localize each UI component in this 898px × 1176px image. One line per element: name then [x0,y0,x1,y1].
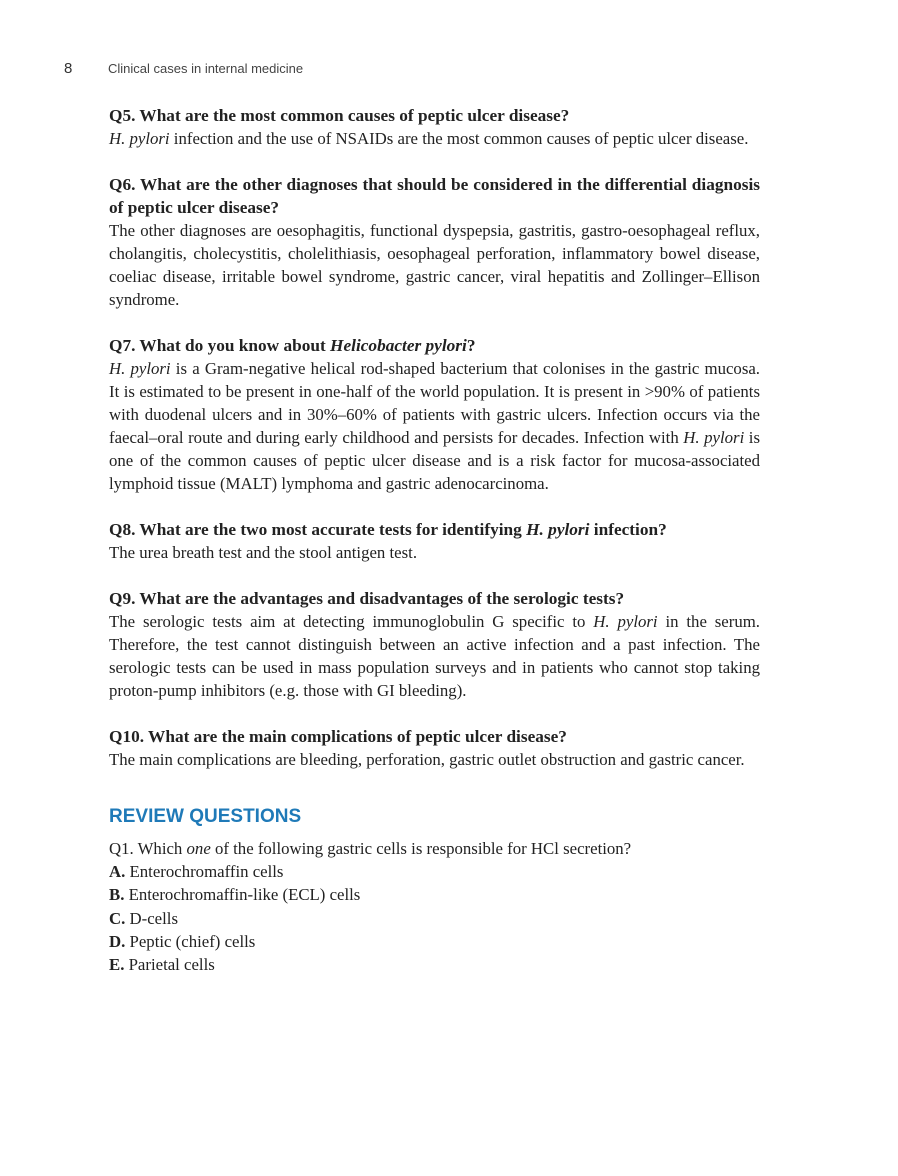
page-header [64,60,303,77]
option-e: E. Parietal cells [109,955,215,975]
option-c: C. D-cells [109,908,178,928]
option-d: D. Peptic (chief) cells [109,931,256,951]
answer-text: H. pylori infection and the use of NSAIDs are the most common causes of peptic ulcer disease. [109,129,749,148]
main-content [109,104,760,976]
question-text: Q10. What are the main complications of peptic ulcer disease? [109,727,567,746]
review-questions-heading: REVIEW QUESTIONS [109,806,302,827]
running-title: Clinical cases in internal medicine [108,61,304,76]
qa-item-q5 [109,104,760,150]
qa-item-q9 [109,587,760,702]
qa-item-q8 [109,518,760,564]
question-text: Q6. What are the other diagnoses that should be considered in the differential diagnosis of peptic ulcer disease? [109,175,760,217]
answer-italic: H. pylori [109,129,170,148]
qa-item-q6 [109,173,760,311]
answer-text: The urea breath test and the stool antigen test. [109,543,418,562]
answer-text: H. pylori is a Gram-negative helical rod-shaped bacterium that colonises in the gastric mucosa. It is estimated to be present in one-half of the world population. It is present in >90% of patients with duodenal ulcers and in 30%–60% of patients with gastric ulcers. Infection occurs via the faecal–oral route and during early childhood and persists for decades. Infection with H. pylori is one of the common causes of peptic ulcer disease and is a risk factor for mucosa-associated lymphoid tissue (MALT) lymphoma and gastric adenocarcinoma. [109,359,761,493]
option-a: A. Enterochromaffin cells [109,862,284,881]
answer-text: The main complications are bleeding, perforation, gastric outlet obstruction and gastric cancer. [109,750,745,769]
question-text: Q7. What do you know about Helicobacter pylori? [109,336,476,355]
option-b: B. Enterochromaffin-like (ECL) cells [109,885,361,905]
answer-text: The serologic tests aim at detecting immunoglobulin G specific to H. pylori in the serum. Therefore, the test cannot distinguish between an active infection and a past infection. The serologic tests can be used in mass population surveys and in patients who cannot stop taking proton-pump inhibitors (e.g. those with GI bleeding). [109,612,760,700]
qa-item-q10 [109,725,760,771]
page-number: 8 [64,60,73,77]
qa-item-q7 [109,334,760,495]
question-text: Q9. What are the advantages and disadvantages of the serologic tests? [109,589,625,608]
question-text: Q5. What are the most common causes of peptic ulcer disease? [109,106,570,125]
answer-text: The other diagnoses are oesophagitis, functional dyspepsia, gastritis, gastro-oesophageal reflux, cholangitis, cholecystitis, cholelithiasis, oesophageal perforation, inflammatory bowel disease, coeliac disease, irritable bowel syndrome, gastric cancer, viral hepatitis and Zollinger–Ellison syndrome. [109,221,760,309]
review-question-q1: Q1. Which one of the following gastric cells is responsible for HCl secretion? [109,839,632,858]
question-text: Q8. What are the two most accurate tests for identifying H. pylori infection? [109,520,667,539]
